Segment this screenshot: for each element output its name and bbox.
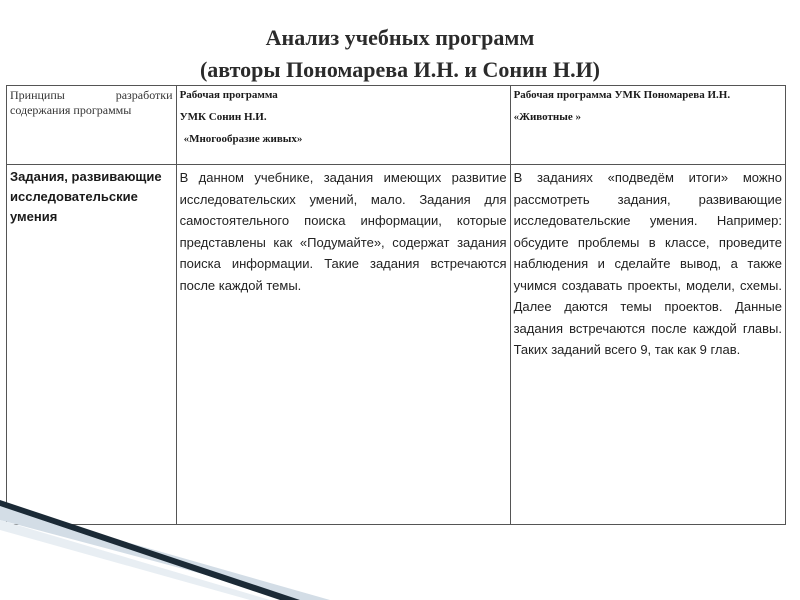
program-2-analysis: В заданиях «подведём итоги» можно рассмотреть задания, развивающие исследовательские умения. Например: обсудите проблемы в классе, проведите наблюдения и сделайте вывод, а также учимся создавать проекты, модели, схемы. Далее даются темы проектов. Данные задания встречаются после каждой главы. Таких заданий всего 9, так как 9 глав. bbox=[513, 170, 782, 357]
title-line-2: (авторы Пономарева И.Н. и Сонин Н.И) bbox=[199, 57, 601, 82]
program-2-title: Рабочая программа УМК Пономарева И.Н. bbox=[513, 89, 731, 101]
header-cell-principles bbox=[7, 86, 177, 165]
program-1-course: «Многообразие живых» bbox=[183, 133, 303, 145]
program-1-title: Рабочая программа bbox=[179, 89, 278, 101]
program-1-cell bbox=[176, 165, 510, 525]
program-2-cell bbox=[510, 165, 785, 525]
title-line-1: Анализ учебных программ bbox=[265, 25, 535, 50]
header-cell-program-2 bbox=[510, 86, 785, 165]
header-cell-program-1 bbox=[176, 86, 510, 165]
analysis-table bbox=[6, 85, 786, 525]
criterion-text: Задания, развивающие исследовательские умения bbox=[10, 169, 162, 224]
table-row bbox=[7, 165, 786, 525]
program-1-author: УМК Сонин Н.И. bbox=[179, 111, 267, 123]
header-principles-text: Принципы разработки содержания программы bbox=[10, 88, 173, 117]
program-2-course: «Животные » bbox=[513, 111, 581, 123]
criterion-cell bbox=[7, 165, 177, 525]
swoosh-faint bbox=[0, 520, 270, 600]
slide-title bbox=[0, 22, 800, 86]
table-header-row bbox=[7, 86, 786, 165]
program-1-analysis: В данном учебнике, задания имеющих развитие исследовательских умений, мало. Задания для самостоятельного поиска информации, которые представлены как «Подумайте», содержат задания поиска информации. Такие задания встречаются после каждой темы. bbox=[179, 170, 507, 293]
